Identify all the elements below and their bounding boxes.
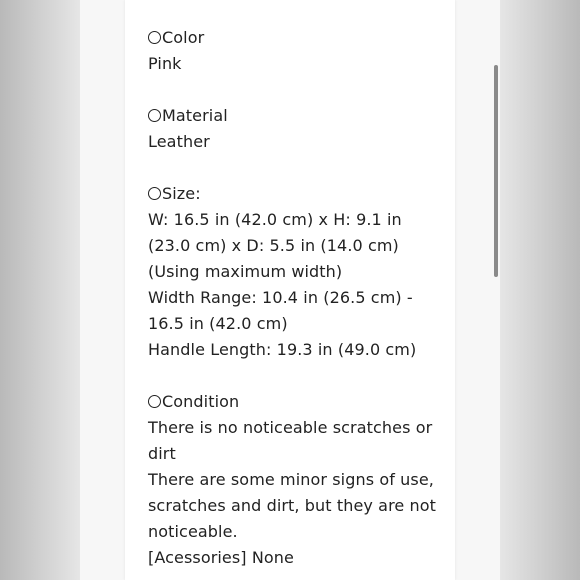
circle-bullet-icon [148,395,161,408]
section-line: 16.5 in (42.0 cm) [148,314,288,333]
section-line: scratches and dirt, but they are not [148,496,437,515]
section-line: W: 16.5 in (42.0 cm) x H: 9.1 in [148,210,402,229]
section-line: There are some minor signs of use, [148,470,434,489]
section-size [148,181,448,363]
section-line: Leather [148,132,210,151]
section-heading-text: Color [162,28,205,47]
section-heading [148,181,448,207]
section-line: Width Range: 10.4 in (26.5 cm) - [148,288,413,307]
section-line: noticeable. [148,522,238,541]
section-heading-text: Size: [162,184,201,203]
section-heading [148,103,448,129]
description-content [148,25,448,571]
section-gap [148,155,448,181]
circle-bullet-icon [148,187,161,200]
section-line: Handle Length: 19.3 in (49.0 cm) [148,340,417,359]
section-line: dirt [148,444,176,463]
section-line: (23.0 cm) x D: 5.5 in (14.0 cm) [148,236,399,255]
section-heading [148,389,448,415]
background-left [0,0,80,580]
section-heading [148,25,448,51]
screen [125,0,455,580]
scrollbar-thumb[interactable] [494,65,498,277]
section-gap [148,363,448,389]
section-gap [148,77,448,103]
section-line: (Using maximum width) [148,262,343,281]
background-right [500,0,580,580]
section-condition [148,389,448,571]
circle-bullet-icon [148,109,161,122]
section-heading-text: Condition [162,392,240,411]
section-line: There is no noticeable scratches or [148,418,433,437]
circle-bullet-icon [148,31,161,44]
section-line: [Acessories] None [148,548,294,567]
section-line: Pink [148,54,182,73]
section-material [148,103,448,155]
section-color [148,25,448,77]
section-heading-text: Material [162,106,228,125]
